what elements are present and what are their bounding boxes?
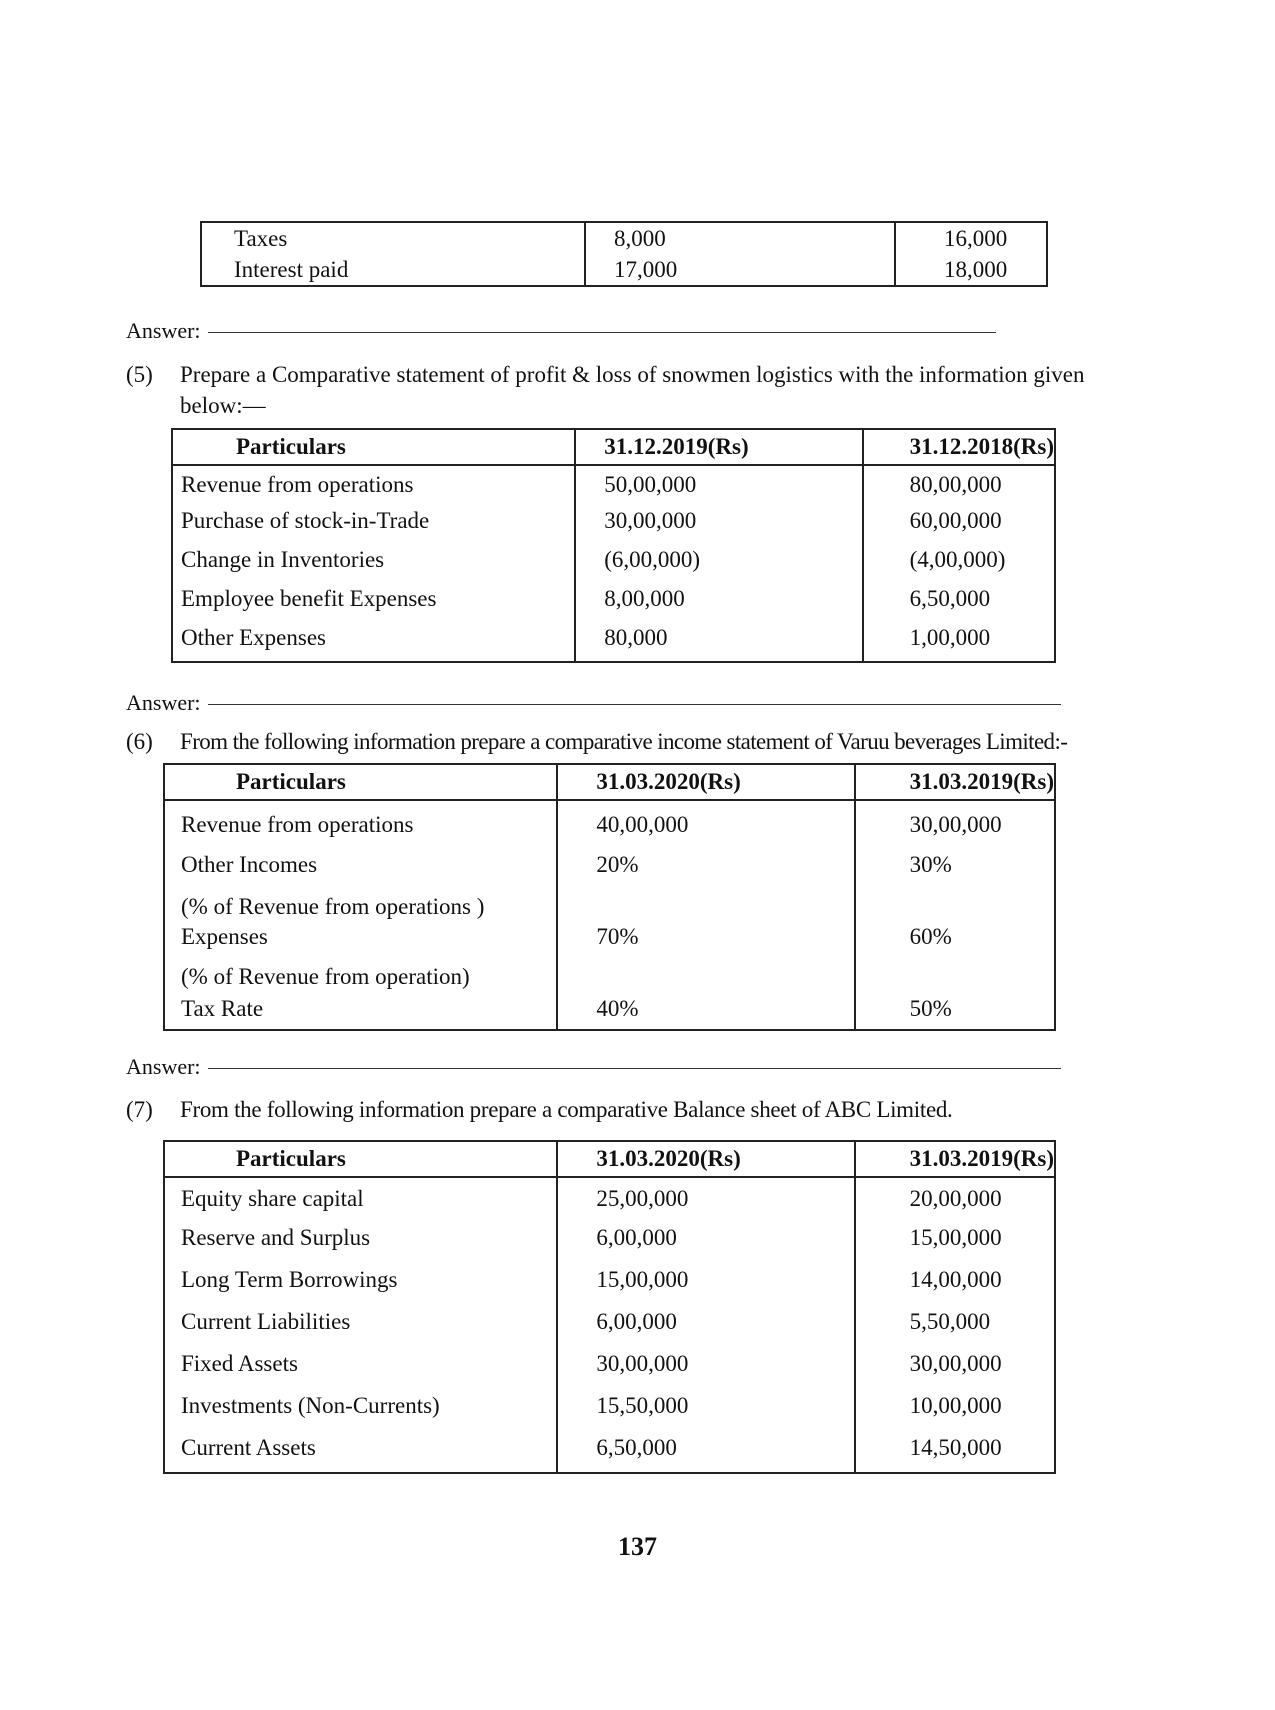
row-value-2: 18,000 — [895, 254, 1047, 286]
row-value-1: 40,00,000 — [557, 800, 854, 844]
table-row — [172, 582, 1055, 621]
answer-rule — [208, 1068, 1061, 1069]
row-label: Other Expenses — [181, 625, 326, 650]
header-col1: 31.12.2019(Rs) — [575, 429, 862, 465]
question-text-line2: below:— — [180, 393, 266, 418]
question-6 — [126, 726, 1166, 757]
row-value-1: 8,000 — [585, 222, 895, 254]
table-header-row — [172, 429, 1055, 465]
answer-label: Answer: — [126, 1054, 201, 1079]
table-row — [164, 800, 1055, 844]
row-value-1: 50,00,000 — [575, 465, 862, 504]
table-row — [164, 1429, 1055, 1473]
table-row — [201, 254, 1047, 286]
question-text: From the following information prepare a comparative income statement of Varuu beverages Limited:- — [180, 729, 1068, 754]
table-row — [172, 621, 1055, 662]
row-value-1: 6,50,000 — [557, 1429, 854, 1473]
header-col1: 31.03.2020(Rs) — [557, 1141, 854, 1177]
row-value-1: 30,00,000 — [557, 1345, 854, 1387]
question-number: (7) — [126, 1097, 153, 1122]
header-col2: 31.03.2019(Rs) — [855, 764, 1055, 800]
table-row — [164, 884, 1055, 920]
question-number: (5) — [126, 362, 153, 387]
table-row — [164, 992, 1055, 1030]
row-label: Employee benefit Expenses — [181, 586, 437, 611]
q7-table — [163, 1140, 1056, 1474]
row-value-2: 16,000 — [895, 222, 1047, 254]
top-table — [200, 221, 1048, 287]
row-label: Revenue from operations — [181, 472, 414, 497]
row-value-2: 10,00,000 — [855, 1387, 1055, 1429]
answer-label: Answer: — [126, 318, 201, 343]
row-value-2: 15,00,000 — [855, 1219, 1055, 1261]
table-row — [164, 844, 1055, 884]
row-label: Interest paid — [234, 257, 349, 282]
row-label: Equity share capital — [181, 1186, 364, 1211]
table-row — [164, 920, 1055, 956]
table-row — [164, 1261, 1055, 1303]
header-col2: 31.12.2018(Rs) — [863, 429, 1055, 465]
row-value-2: 50% — [855, 992, 1055, 1030]
row-value-1: 17,000 — [585, 254, 895, 286]
row-value-1: 40% — [557, 992, 854, 1030]
row-label: Long Term Borrowings — [181, 1267, 398, 1292]
row-label: Current Liabilities — [181, 1309, 351, 1334]
header-particulars: Particulars — [172, 429, 575, 465]
question-5 — [126, 359, 1166, 421]
row-label: Tax Rate — [181, 996, 264, 1021]
table-header-row — [164, 764, 1055, 800]
row-value-1: 15,00,000 — [557, 1261, 854, 1303]
row-label: Taxes — [234, 226, 288, 251]
header-col2: 31.03.2019(Rs) — [855, 1141, 1055, 1177]
row-value-1 — [557, 956, 854, 992]
row-value-2: 80,00,000 — [863, 465, 1055, 504]
table-row — [164, 1303, 1055, 1345]
table-row — [164, 1177, 1055, 1219]
row-label: Revenue from operations — [181, 812, 414, 837]
row-label: Reserve and Surplus — [181, 1225, 371, 1250]
question-number: (6) — [126, 729, 153, 754]
answer-label: Answer: — [126, 690, 201, 715]
row-value-1: 6,00,000 — [557, 1303, 854, 1345]
table-row — [172, 543, 1055, 582]
question-text: From the following information prepare a comparative Balance sheet of ABC Limited. — [180, 1097, 953, 1122]
row-label: Expenses — [181, 924, 268, 949]
table-row — [164, 1387, 1055, 1429]
answer-line — [126, 690, 1061, 716]
row-value-2: 14,50,000 — [855, 1429, 1055, 1473]
row-label: (% of Revenue from operations ) — [181, 894, 485, 919]
row-value-2: 30,00,000 — [855, 1345, 1055, 1387]
row-value-2: 5,50,000 — [855, 1303, 1055, 1345]
row-label: Other Incomes — [181, 852, 318, 877]
q6-table — [163, 763, 1056, 1031]
row-value-1: 15,50,000 — [557, 1387, 854, 1429]
row-label: Current Assets — [181, 1435, 316, 1460]
row-value-1: 8,00,000 — [575, 582, 862, 621]
row-value-1: 80,000 — [575, 621, 862, 662]
row-value-1: 20% — [557, 844, 854, 884]
row-value-1: 70% — [557, 920, 854, 956]
header-particulars: Particulars — [164, 1141, 557, 1177]
table-row — [201, 222, 1047, 254]
row-value-1: 6,00,000 — [557, 1219, 854, 1261]
row-label: (% of Revenue from operation) — [181, 964, 470, 989]
row-value-1: 25,00,000 — [557, 1177, 854, 1219]
table-row — [164, 1219, 1055, 1261]
header-particulars: Particulars — [164, 764, 557, 800]
row-label: Change in Inventories — [181, 547, 385, 572]
row-value-2: (4,00,000) — [863, 543, 1055, 582]
q5-table — [171, 428, 1056, 663]
row-value-2: 14,00,000 — [855, 1261, 1055, 1303]
row-value-1: (6,00,000) — [575, 543, 862, 582]
table-row — [164, 956, 1055, 992]
page-number: 137 — [618, 1532, 657, 1561]
row-value-2: 1,00,000 — [863, 621, 1055, 662]
answer-rule — [208, 704, 1061, 705]
row-value-1: 30,00,000 — [575, 504, 862, 543]
row-value-2: 30% — [855, 844, 1055, 884]
answer-line — [126, 318, 996, 344]
row-label: Fixed Assets — [181, 1351, 298, 1376]
row-value-1 — [557, 884, 854, 920]
table-row — [172, 504, 1055, 543]
row-label: Purchase of stock-in-Trade — [181, 508, 430, 533]
row-value-2: 6,50,000 — [863, 582, 1055, 621]
row-value-2: 20,00,000 — [855, 1177, 1055, 1219]
answer-line — [126, 1054, 1061, 1080]
row-value-2: 60,00,000 — [863, 504, 1055, 543]
table-header-row — [164, 1141, 1055, 1177]
row-value-2: 60% — [855, 920, 1055, 956]
answer-rule — [208, 332, 996, 333]
header-col1: 31.03.2020(Rs) — [557, 764, 854, 800]
row-value-2 — [855, 956, 1055, 992]
question-text-line1: Prepare a Comparative statement of profit & loss of snowmen logistics with the information given — [180, 362, 1085, 387]
row-label: Investments (Non-Currents) — [181, 1393, 440, 1418]
row-value-2 — [855, 884, 1055, 920]
table-row — [172, 465, 1055, 504]
row-value-2: 30,00,000 — [855, 800, 1055, 844]
question-7 — [126, 1094, 1166, 1125]
table-row — [164, 1345, 1055, 1387]
